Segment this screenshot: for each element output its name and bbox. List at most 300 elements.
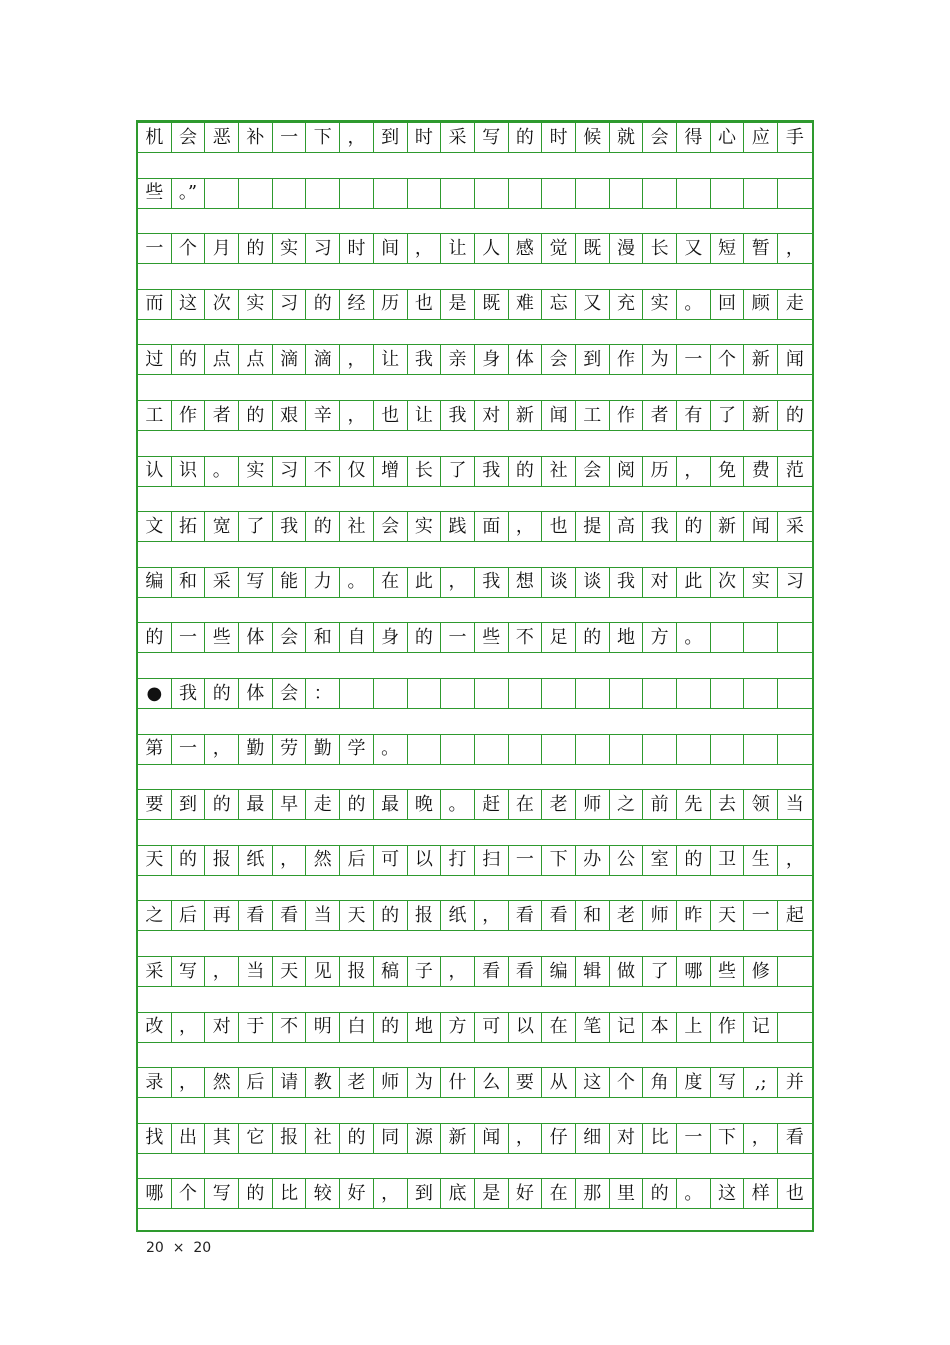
grid-cell: 当 — [306, 900, 340, 931]
grid-cell: 稿 — [374, 956, 408, 987]
grid-cell: 写 — [239, 567, 273, 598]
grid-cell: ， — [509, 511, 543, 542]
grid-cell: 下 — [542, 845, 576, 876]
grid-cell: ， — [172, 1012, 206, 1043]
grid-cell: 师 — [643, 900, 677, 931]
grid-cell: 后 — [172, 900, 206, 931]
grid-cell — [475, 734, 509, 765]
grid-cell — [778, 678, 812, 709]
grid-cell: 要 — [509, 1067, 543, 1098]
grid-row — [138, 900, 812, 931]
grid-cell: 拓 — [172, 511, 206, 542]
grid-cell: 走 — [778, 289, 812, 320]
grid-cell — [711, 178, 745, 209]
grid-cell: 到 — [576, 344, 610, 375]
row-spacer — [138, 765, 812, 790]
grid-cell: 的 — [509, 456, 543, 487]
grid-cell: 有 — [677, 400, 711, 431]
grid-cell — [509, 178, 543, 209]
grid-cell: 长 — [408, 456, 442, 487]
grid-cell: 让 — [441, 233, 475, 264]
grid-cell — [677, 678, 711, 709]
grid-cell: 方 — [643, 622, 677, 653]
grid-row — [138, 122, 812, 153]
grid-cell: 了 — [711, 400, 745, 431]
grid-cell: 一 — [744, 900, 778, 931]
grid-cell — [239, 178, 273, 209]
grid-cell: ， — [441, 956, 475, 987]
grid-cell: 新 — [509, 400, 543, 431]
grid-cell: 高 — [610, 511, 644, 542]
grid-cell: 子 — [408, 956, 442, 987]
grid-cell: 老 — [610, 900, 644, 931]
grid-cell: 忘 — [542, 289, 576, 320]
grid-cell: 天 — [340, 900, 374, 931]
grid-cell: 闻 — [475, 1123, 509, 1154]
grid-cell: 老 — [340, 1067, 374, 1098]
grid-cell: 。 — [340, 567, 374, 598]
grid-cell: 卫 — [711, 845, 745, 876]
grid-cell — [643, 678, 677, 709]
grid-cell — [778, 734, 812, 765]
grid-cell: 同 — [374, 1123, 408, 1154]
grid-cell: 里 — [610, 1178, 644, 1209]
grid-cell: 的 — [306, 511, 340, 542]
grid-cell: 室 — [643, 845, 677, 876]
grid-cell: 我 — [475, 456, 509, 487]
grid-cell: 方 — [441, 1012, 475, 1043]
grid-cell: 看 — [509, 956, 543, 987]
grid-cell: 这 — [172, 289, 206, 320]
grid-cell — [576, 678, 610, 709]
grid-cell: 我 — [408, 344, 442, 375]
grid-cell: 从 — [542, 1067, 576, 1098]
grid-cell: 不 — [306, 456, 340, 487]
grid-cell: 践 — [441, 511, 475, 542]
grid-cell: 既 — [576, 233, 610, 264]
grid-cell: 找 — [138, 1123, 172, 1154]
grid-cell: 明 — [306, 1012, 340, 1043]
grid-cell: 报 — [340, 956, 374, 987]
grid-cell: 社 — [340, 511, 374, 542]
grid-cell: 记 — [610, 1012, 644, 1043]
grid-cell: 感 — [509, 233, 543, 264]
grid-cell: 本 — [643, 1012, 677, 1043]
grid-cell: 既 — [475, 289, 509, 320]
grid-cell: 我 — [643, 511, 677, 542]
grid-cell: 较 — [306, 1178, 340, 1209]
grid-cell — [643, 178, 677, 209]
row-spacer — [138, 1154, 812, 1179]
grid-cell: 采 — [441, 122, 475, 153]
grid-cell: 得 — [677, 122, 711, 153]
grid-cell: 起 — [778, 900, 812, 931]
grid-cell: 时 — [542, 122, 576, 153]
grid-cell: 习 — [273, 289, 307, 320]
grid-size-label: 20 × 20 — [146, 1240, 212, 1256]
grid-cell: 短 — [711, 233, 745, 264]
grid-cell: 能 — [273, 567, 307, 598]
grid-row — [138, 456, 812, 487]
grid-cell: ， — [340, 344, 374, 375]
grid-cell: 觉 — [542, 233, 576, 264]
grid-cell: 的 — [205, 789, 239, 820]
grid-cell: 体 — [239, 678, 273, 709]
grid-cell: 想 — [509, 567, 543, 598]
grid-cell: 到 — [172, 789, 206, 820]
grid-cell — [205, 178, 239, 209]
grid-cell: 教 — [306, 1067, 340, 1098]
grid-cell: 和 — [306, 622, 340, 653]
grid-cell: 。 — [205, 456, 239, 487]
grid-cell: 纸 — [441, 900, 475, 931]
grid-cell: 也 — [408, 289, 442, 320]
manuscript-grid-paper — [136, 120, 814, 1232]
grid-cell: 的 — [340, 789, 374, 820]
grid-cell: 些 — [475, 622, 509, 653]
grid-cell — [306, 178, 340, 209]
grid-cell: ， — [744, 1123, 778, 1154]
grid-cell: 。 — [677, 1178, 711, 1209]
grid-cell: 习 — [273, 456, 307, 487]
grid-cell: 又 — [677, 233, 711, 264]
grid-cell: 哪 — [677, 956, 711, 987]
grid-cell: ， — [475, 900, 509, 931]
row-spacer — [138, 598, 812, 623]
grid-cell: 点 — [239, 344, 273, 375]
grid-cell: 就 — [610, 122, 644, 153]
grid-cell: 作 — [610, 344, 644, 375]
grid-cell: 次 — [205, 289, 239, 320]
grid-cell: 打 — [441, 845, 475, 876]
grid-row — [138, 845, 812, 876]
grid-cell — [340, 178, 374, 209]
grid-cell: 的 — [677, 511, 711, 542]
grid-row — [138, 1012, 812, 1043]
grid-cell: 新 — [711, 511, 745, 542]
grid-cell: 识 — [172, 456, 206, 487]
grid-cell: 此 — [408, 567, 442, 598]
grid-cell — [711, 622, 745, 653]
grid-cell: 在 — [509, 789, 543, 820]
grid-cell: 会 — [643, 122, 677, 153]
grid-cell: 我 — [273, 511, 307, 542]
grid-cell — [542, 734, 576, 765]
grid-cell: 实 — [239, 456, 273, 487]
grid-cell: 经 — [340, 289, 374, 320]
grid-cell: 赶 — [475, 789, 509, 820]
grid-cell: 历 — [643, 456, 677, 487]
grid-cell — [711, 734, 745, 765]
grid-cell: 白 — [340, 1012, 374, 1043]
grid-cell: 最 — [239, 789, 273, 820]
grid-cell: 些 — [138, 178, 172, 209]
grid-cell: 角 — [643, 1067, 677, 1098]
grid-cell — [374, 178, 408, 209]
grid-cell: ● — [138, 678, 172, 709]
grid-cell: 机 — [138, 122, 172, 153]
grid-cell: 和 — [576, 900, 610, 931]
grid-cell: 。” — [172, 178, 206, 209]
row-spacer — [138, 153, 812, 178]
grid-cell: 录 — [138, 1067, 172, 1098]
grid-cell — [408, 178, 442, 209]
grid-cell: 不 — [273, 1012, 307, 1043]
grid-cell: 采 — [205, 567, 239, 598]
grid-cell: 写 — [711, 1067, 745, 1098]
grid-cell: 当 — [239, 956, 273, 987]
grid-cell: 写 — [205, 1178, 239, 1209]
grid-cell: 修 — [744, 956, 778, 987]
grid-cell: 又 — [576, 289, 610, 320]
grid-cell: ， — [778, 233, 812, 264]
grid-cell: 是 — [441, 289, 475, 320]
grid-cell: 对 — [643, 567, 677, 598]
grid-cell: 作 — [711, 1012, 745, 1043]
grid-cell: 的 — [138, 622, 172, 653]
grid-cell: 的 — [340, 1123, 374, 1154]
grid-cell: 新 — [441, 1123, 475, 1154]
grid-cell: 个 — [711, 344, 745, 375]
grid-cell: 闻 — [744, 511, 778, 542]
grid-cell: ， — [509, 1123, 543, 1154]
grid-row — [138, 789, 812, 820]
grid-cell: 这 — [576, 1067, 610, 1098]
grid-cell: 好 — [340, 1178, 374, 1209]
grid-cell: 之 — [610, 789, 644, 820]
grid-cell: 学 — [340, 734, 374, 765]
grid-cell: 的 — [374, 1012, 408, 1043]
grid-cell: 力 — [306, 567, 340, 598]
grid-cell — [643, 734, 677, 765]
grid-cell: 其 — [205, 1123, 239, 1154]
grid-cell: 到 — [374, 122, 408, 153]
grid-cell: 补 — [239, 122, 273, 153]
grid-row — [138, 289, 812, 320]
grid-cell: 者 — [643, 400, 677, 431]
grid-cell: 。 — [441, 789, 475, 820]
grid-cell: 对 — [205, 1012, 239, 1043]
grid-cell — [542, 678, 576, 709]
grid-cell: 看 — [273, 900, 307, 931]
grid-cell: 地 — [408, 1012, 442, 1043]
grid-cell: 闻 — [778, 344, 812, 375]
grid-cell: ： — [306, 678, 340, 709]
grid-cell: 人 — [475, 233, 509, 264]
grid-cell: 出 — [172, 1123, 206, 1154]
grid-cell: 闻 — [542, 400, 576, 431]
grid-cell: 让 — [408, 400, 442, 431]
grid-cell — [509, 678, 543, 709]
grid-cell: 谈 — [576, 567, 610, 598]
grid-cell: 个 — [610, 1067, 644, 1098]
grid-row — [138, 511, 812, 542]
grid-cell: 看 — [475, 956, 509, 987]
grid-row — [138, 678, 812, 709]
grid-cell: 范 — [778, 456, 812, 487]
grid-cell: 难 — [509, 289, 543, 320]
grid-cell — [711, 678, 745, 709]
grid-cell: ， — [340, 400, 374, 431]
grid-cell — [408, 734, 442, 765]
grid-cell: 了 — [239, 511, 273, 542]
grid-cell: 点 — [205, 344, 239, 375]
grid-cell: 看 — [239, 900, 273, 931]
grid-cell — [610, 678, 644, 709]
grid-row — [138, 1178, 812, 1209]
grid-cell: 源 — [408, 1123, 442, 1154]
grid-cell: 手 — [778, 122, 812, 153]
grid-cell: 见 — [306, 956, 340, 987]
grid-cell: 笔 — [576, 1012, 610, 1043]
grid-cell: 然 — [306, 845, 340, 876]
grid-cell: 也 — [542, 511, 576, 542]
grid-cell: 时 — [408, 122, 442, 153]
grid-cell: 文 — [138, 511, 172, 542]
grid-cell: 社 — [542, 456, 576, 487]
grid-cell: 也 — [778, 1178, 812, 1209]
grid-row — [138, 1067, 812, 1098]
grid-cell: 前 — [643, 789, 677, 820]
grid-cell: 再 — [205, 900, 239, 931]
grid-cell: 天 — [138, 845, 172, 876]
grid-cell: 新 — [744, 344, 778, 375]
grid-cell: 的 — [239, 1178, 273, 1209]
grid-cell: 辛 — [306, 400, 340, 431]
grid-row — [138, 734, 812, 765]
grid-cell: 纸 — [239, 845, 273, 876]
grid-cell: 。 — [374, 734, 408, 765]
grid-cell: 生 — [744, 845, 778, 876]
grid-cell: 地 — [610, 622, 644, 653]
grid-cell: 为 — [408, 1067, 442, 1098]
grid-row — [138, 178, 812, 209]
grid-cell: 一 — [138, 233, 172, 264]
grid-cell: 后 — [340, 845, 374, 876]
grid-cell: 也 — [374, 400, 408, 431]
grid-cell: 工 — [576, 400, 610, 431]
grid-cell: 编 — [138, 567, 172, 598]
grid-cell: 到 — [408, 1178, 442, 1209]
grid-cell: 当 — [778, 789, 812, 820]
grid-cell: 度 — [677, 1067, 711, 1098]
grid-cell: ， — [340, 122, 374, 153]
grid-cell: 艰 — [273, 400, 307, 431]
grid-cell: 谈 — [542, 567, 576, 598]
grid-cell: 的 — [306, 289, 340, 320]
grid-cell: 间 — [374, 233, 408, 264]
grid-cell: 会 — [542, 344, 576, 375]
grid-cell: 那 — [576, 1178, 610, 1209]
grid-cell: 细 — [576, 1123, 610, 1154]
row-spacer — [138, 1098, 812, 1123]
grid-cell: 回 — [711, 289, 745, 320]
grid-cell — [542, 178, 576, 209]
grid-cell: 样 — [744, 1178, 778, 1209]
grid-cell: 是 — [475, 1178, 509, 1209]
grid-cell: 实 — [744, 567, 778, 598]
grid-cell: 宽 — [205, 511, 239, 542]
grid-cell: 一 — [677, 344, 711, 375]
grid-cell: 的 — [374, 900, 408, 931]
grid-cell — [576, 178, 610, 209]
grid-cell: 的 — [239, 400, 273, 431]
grid-cell: 的 — [172, 344, 206, 375]
grid-cell: 习 — [306, 233, 340, 264]
grid-cell: 体 — [239, 622, 273, 653]
grid-cell: 增 — [374, 456, 408, 487]
grid-cell: 看 — [778, 1123, 812, 1154]
grid-cell — [778, 622, 812, 653]
grid-cell: 我 — [441, 400, 475, 431]
grid-cell: 一 — [677, 1123, 711, 1154]
grid-cell: 恶 — [205, 122, 239, 153]
grid-cell: 的 — [643, 1178, 677, 1209]
grid-cell: 费 — [744, 456, 778, 487]
grid-cell: 之 — [138, 900, 172, 931]
grid-cell: 实 — [239, 289, 273, 320]
grid-cell: 实 — [408, 511, 442, 542]
grid-cell: 哪 — [138, 1178, 172, 1209]
grid-cell: 劳 — [273, 734, 307, 765]
grid-cell: 在 — [542, 1178, 576, 1209]
grid-cell: 一 — [509, 845, 543, 876]
grid-cell — [475, 178, 509, 209]
grid-cell: 的 — [677, 845, 711, 876]
grid-cell: 了 — [441, 456, 475, 487]
grid-cell: 面 — [475, 511, 509, 542]
grid-cell: 应 — [744, 122, 778, 153]
grid-cell: 我 — [475, 567, 509, 598]
grid-cell: 月 — [205, 233, 239, 264]
grid-cell: ， — [172, 1067, 206, 1098]
grid-cell — [374, 678, 408, 709]
grid-cell: 让 — [374, 344, 408, 375]
grid-cell: 看 — [542, 900, 576, 931]
grid-cell: 候 — [576, 122, 610, 153]
grid-cell — [778, 178, 812, 209]
grid-cell: 我 — [172, 678, 206, 709]
row-spacer — [138, 209, 812, 234]
row-spacer — [138, 931, 812, 956]
grid-cell: 一 — [172, 622, 206, 653]
grid-cell: 在 — [542, 1012, 576, 1043]
grid-cell — [441, 734, 475, 765]
grid-cell: 漫 — [610, 233, 644, 264]
grid-cell: 认 — [138, 456, 172, 487]
grid-row — [138, 622, 812, 653]
grid-cell: 为 — [643, 344, 677, 375]
grid-cell: 这 — [711, 1178, 745, 1209]
grid-row — [138, 233, 812, 264]
grid-cell: 一 — [273, 122, 307, 153]
grid-cell: 仅 — [340, 456, 374, 487]
grid-cell: 而 — [138, 289, 172, 320]
grid-cell: 的 — [778, 400, 812, 431]
grid-cell: 提 — [576, 511, 610, 542]
grid-cell: 晚 — [408, 789, 442, 820]
grid-cell: 我 — [610, 567, 644, 598]
grid-cell: 可 — [475, 1012, 509, 1043]
grid-cell: 身 — [475, 344, 509, 375]
grid-cell: 足 — [542, 622, 576, 653]
row-spacer — [138, 320, 812, 345]
grid-cell: 比 — [273, 1178, 307, 1209]
grid-cell: 个 — [172, 233, 206, 264]
grid-cell: 记 — [744, 1012, 778, 1043]
grid-cell: 对 — [475, 400, 509, 431]
grid-cell: 滴 — [273, 344, 307, 375]
